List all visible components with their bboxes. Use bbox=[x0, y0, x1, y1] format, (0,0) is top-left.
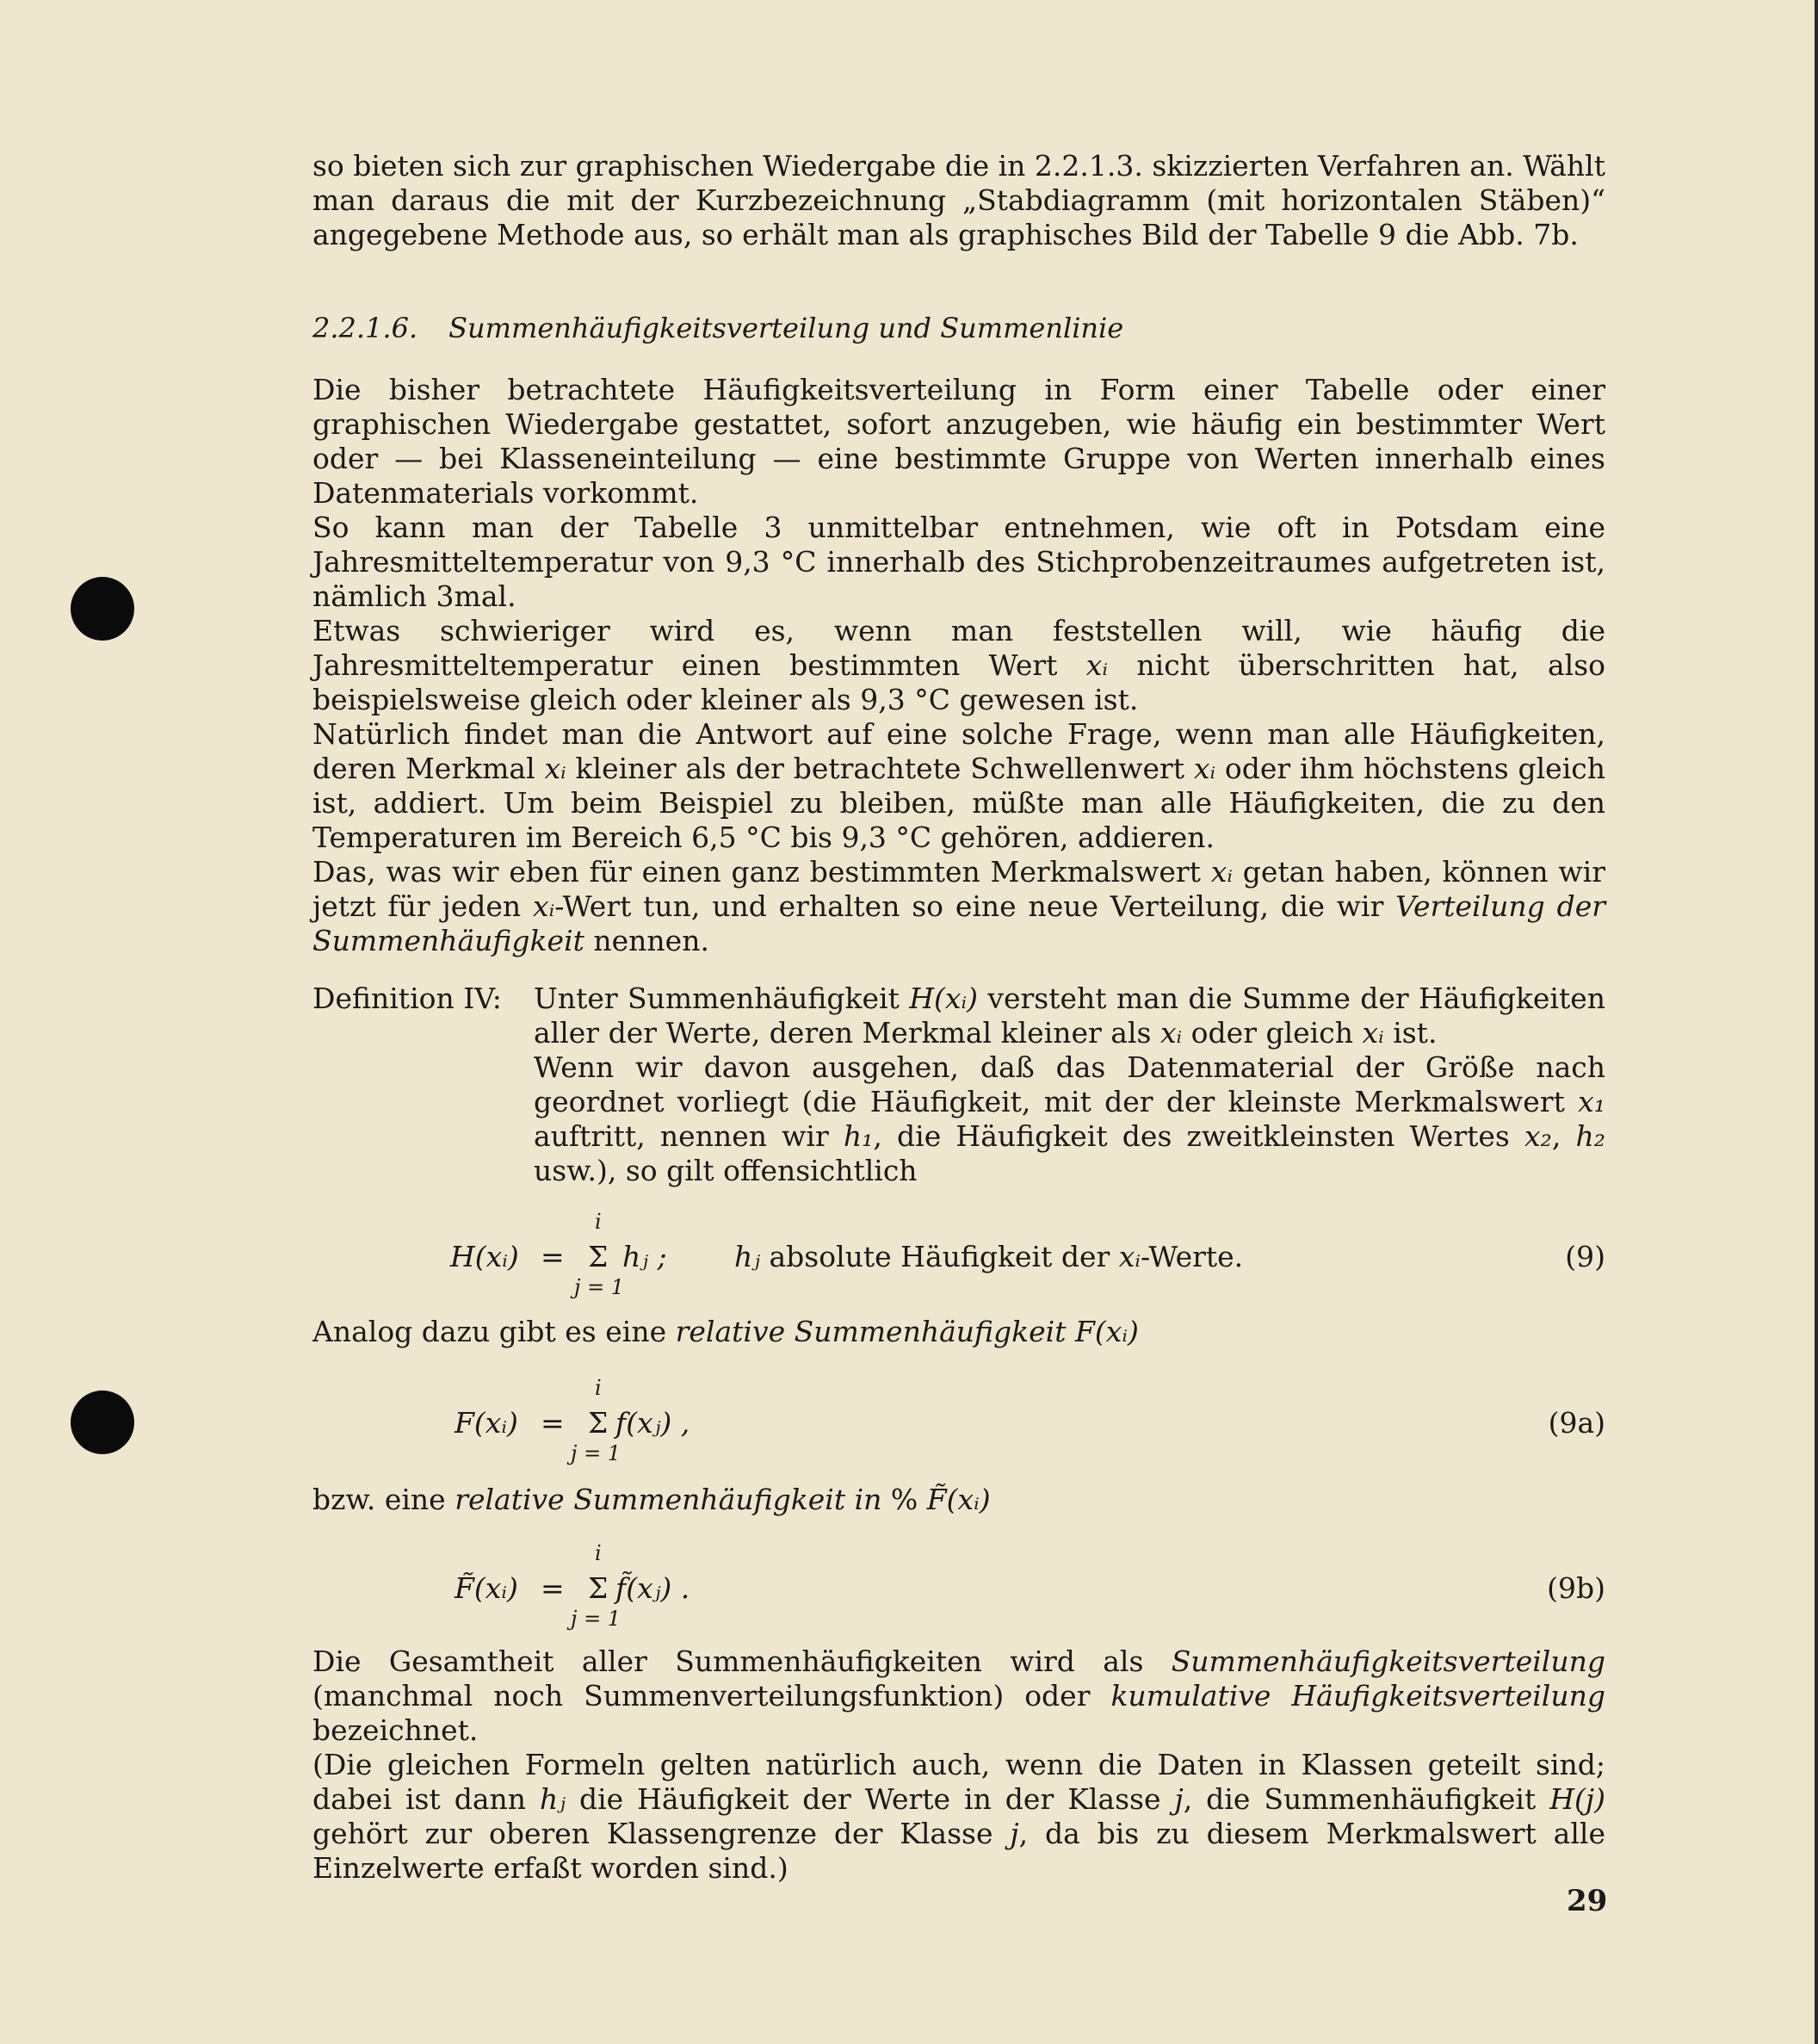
intro-paragraph: so bieten sich zur graphischen Wiedergabe die in 2.2.1.3. skizzierten Verfahren an. Wählt man daraus die mit der Kurzbezeichnung „Stabdiagramm (mit horizontalen Stäben)“ angegebene Methode aus, so erhält man als graphisches Bild der Tabelle 9 die Abb. 7b. bbox=[312, 149, 1605, 251]
section-number: 2.2.1.6. bbox=[312, 312, 418, 344]
document-page: so bieten sich zur graphischen Wiedergabe die in 2.2.1.3. skizzierten Verfahren an. Wählt man daraus die mit der Kurzbezeichnung „Stabdiagramm (mit horizontalen Stäben)“ angegebene Methode aus, so erhält man als graphisches Bild der Tabelle 9 die Abb. 7b. 2.2.1.6. Summenhäufigkeitsverteilung und Summenlinie Die bisher betrachtete Häufigkeitsverteilung in Form einer Tabelle oder einer graphischen Wiedergabe gestattet, sofort anzugeben, wie häufig ein bestimmter Wert oder — bei Klasseneinteilung — eine bestimmte Gruppe von Werten innerhalb eines Datenmaterials vorkommt. So kann man der Tabelle 3 unmittelbar entnehmen, wie oft in Potsdam eine Jahresmitteltemperatur von 9,3 °C innerhalb des Stichprobenzeitraumes aufgetreten ist, nämlich 3mal. Etwas schwieriger wird es, wenn man feststellen will, wie häufig die Jahresmitteltemperatur einen bestimmten Wert xᵢ nicht überschritten hat, also beispielsweise gleich oder kleiner als 9,3 °C gewesen ist. Natürlich findet man die Antwort auf eine solche Frage, wenn man alle Häufigkeiten, deren Merkmal xᵢ kleiner als der betrachtete Schwellenwert xᵢ oder ihm höchstens gleich ist, addiert. Um beim Beispiel zu bleiben, müßte man alle Häufigkeiten, die zu den Temperaturen im Bereich 6,5 °C bis 9,3 °C gehören, addieren. Das, was wir eben für einen ganz bestimmten Merkmalswert xᵢ getan haben, können wir jetzt für jeden xᵢ-Wert tun, und erhalten so eine neue Verteilung, die wir Verteilung der Summenhäufigkeit nennen. Definition IV: Unter Summenhäufigkeit H(xᵢ) versteht man die Summe der Häufigkeiten aller der Werte, deren Merkmal kleiner als xᵢ oder gleich xᵢ ist. Wenn wir davon ausgehen, daß das Datenmaterial der Größe nach geordnet vorliegt (die Häufigkeit, mit der der kleinste Merkmalswert x₁ auftritt, nennen wir h₁, die Häufigkeit des zweitkleinsten Wertes x₂, h₂ usw.), so gilt offensichtlich H(xᵢ) = i Σ j = 1 hⱼ ; hⱼ absolute Häufigkeit der xᵢ-Werte. (9) Analog dazu gibt es eine relative Summenhäufigkeit F(xᵢ) F(xᵢ) = i Σ j = 1 f(xⱼ) , (9a) bzw. eine relative Summenhäufigkeit in % F̃(xᵢ) F̃(xᵢ) = i Σ j = 1 f̃(xⱼ) . (9b) Die Gesamtheit aller Summenhäufigkeiten wird als Summenhäufigkeitsverteilung (manchmal noch Summenverteilungsfunktion) oder kumulative Häufigkeitsverteilung bezeichnet. (Die gleichen Formeln gelten natürlich auch, wenn die Daten in Klassen geteilt sind; dabei ist dann hⱼ die Häufigkeit der Werte in der Klasse j, die Summenhäufigkeit H(j) gehört zur oberen Klassengrenze der Klasse j, da bis zu diesem Merkmalswert alle Einzelwerte erfaßt worden sind.) 29 bbox=[0, 0, 1818, 2044]
paragraph: So kann man der Tabelle 3 unmittelbar entnehmen, wie oft in Potsdam eine Jahresmitteltemperatur von 9,3 °C innerhalb des Stichprobenzeitraumes aufgetreten ist, nämlich 3mal. bbox=[312, 511, 1605, 613]
equation-number: (9b) bbox=[1547, 1571, 1605, 1605]
formula-lhs: H(xᵢ) bbox=[450, 1240, 519, 1273]
final-paragraphs bbox=[312, 1644, 1605, 1886]
paragraph: Die Gesamtheit aller Summenhäufigkeiten wird als Summenhäufigkeitsverteilung (manchmal noch Summenverteilungsfunktion) oder kumulative Häufigkeitsverteilung bezeichnet. bbox=[312, 1644, 1605, 1747]
definition-block bbox=[312, 982, 1605, 1188]
paragraph: Das, was wir eben für einen ganz bestimmten Merkmalswert xᵢ getan haben, können wir jetzt für jeden xᵢ-Wert tun, und erhalten so eine neue Verteilung, die wir Verteilung der Summenhäufigkeit nennen. bbox=[312, 855, 1605, 957]
paragraph: Natürlich findet man die Antwort auf eine solche Frage, wenn man alle Häufigkeiten, deren Merkmal xᵢ kleiner als der betrachtete Schwellenwert xᵢ oder ihm höchstens gleich ist, addiert. Um beim Beispiel zu bleiben, müßte man alle Häufigkeiten, die zu den Temperaturen im Bereich 6,5 °C bis 9,3 °C gehören, addieren. bbox=[312, 717, 1605, 854]
formula-description: hⱼ absolute Häufigkeit der xᵢ-Werte. bbox=[734, 1240, 1244, 1273]
section-title: Summenhäufigkeitsverteilung und Summenlinie bbox=[448, 312, 1124, 344]
sum-symbol: Σ bbox=[588, 1240, 609, 1273]
paragraph: Etwas schwieriger wird es, wenn man feststellen will, wie häufig die Jahresmitteltemperatur einen bestimmten Wert xᵢ nicht überschritten hat, also beispielsweise gleich oder kleiner als 9,3 °C gewesen ist. bbox=[312, 614, 1605, 716]
analog-line: Analog dazu gibt es eine relative Summenhäufigkeit F(xᵢ) bbox=[312, 1315, 1139, 1348]
formula-lhs: F(xᵢ) bbox=[454, 1406, 518, 1440]
equation-number: (9a) bbox=[1548, 1406, 1605, 1440]
page-number: 29 bbox=[1567, 1884, 1608, 1918]
formula-lhs: F̃(xᵢ) bbox=[454, 1571, 518, 1605]
paragraph: (Die gleichen Formeln gelten natürlich auch, wenn die Daten in Klassen geteilt sind; dabei ist dann hⱼ die Häufigkeit der Werte in der Klasse j, die Summenhäufigkeit H(j) gehört zur oberen Klassengrenze der Klasse j, da bis zu diesem Merkmalswert alle Einzelwerte erfaßt worden sind.) bbox=[312, 1748, 1605, 1885]
punch-hole bbox=[71, 1391, 134, 1454]
bzw-line: bzw. eine relative Summenhäufigkeit in % F̃(xᵢ) bbox=[312, 1483, 991, 1516]
sum-symbol: Σ bbox=[588, 1406, 609, 1440]
body-paragraphs bbox=[312, 373, 1605, 958]
paragraph: Die bisher betrachtete Häufigkeitsverteilung in Form einer Tabelle oder einer graphischen Wiedergabe gestattet, sofort anzugeben, wie häufig ein bestimmter Wert oder — bei Klasseneinteilung — eine bestimmte Gruppe von Werten innerhalb eines Datenmaterials vorkommt. bbox=[312, 373, 1605, 510]
definition-label: Definition IV: bbox=[312, 982, 502, 1015]
equation-number: (9) bbox=[1565, 1240, 1605, 1273]
definition-body: Unter Summenhäufigkeit H(xᵢ) versteht man die Summe der Häufigkeiten aller der Werte, deren Merkmal kleiner als xᵢ oder gleich xᵢ ist. Wenn wir davon ausgehen, daß das Datenmaterial der Größe nach geordnet vorliegt (die Häufigkeit, mit der der kleinste Merkmalswert x₁ auftritt, nennen wir h₁, die Häufigkeit des zweitkleinsten Wertes x₂, h₂ usw.), so gilt offensichtlich bbox=[534, 982, 1606, 1187]
sum-symbol: Σ bbox=[588, 1571, 609, 1605]
page-edge bbox=[1815, 0, 1818, 2044]
punch-hole bbox=[71, 577, 134, 641]
section-heading bbox=[312, 311, 1605, 345]
